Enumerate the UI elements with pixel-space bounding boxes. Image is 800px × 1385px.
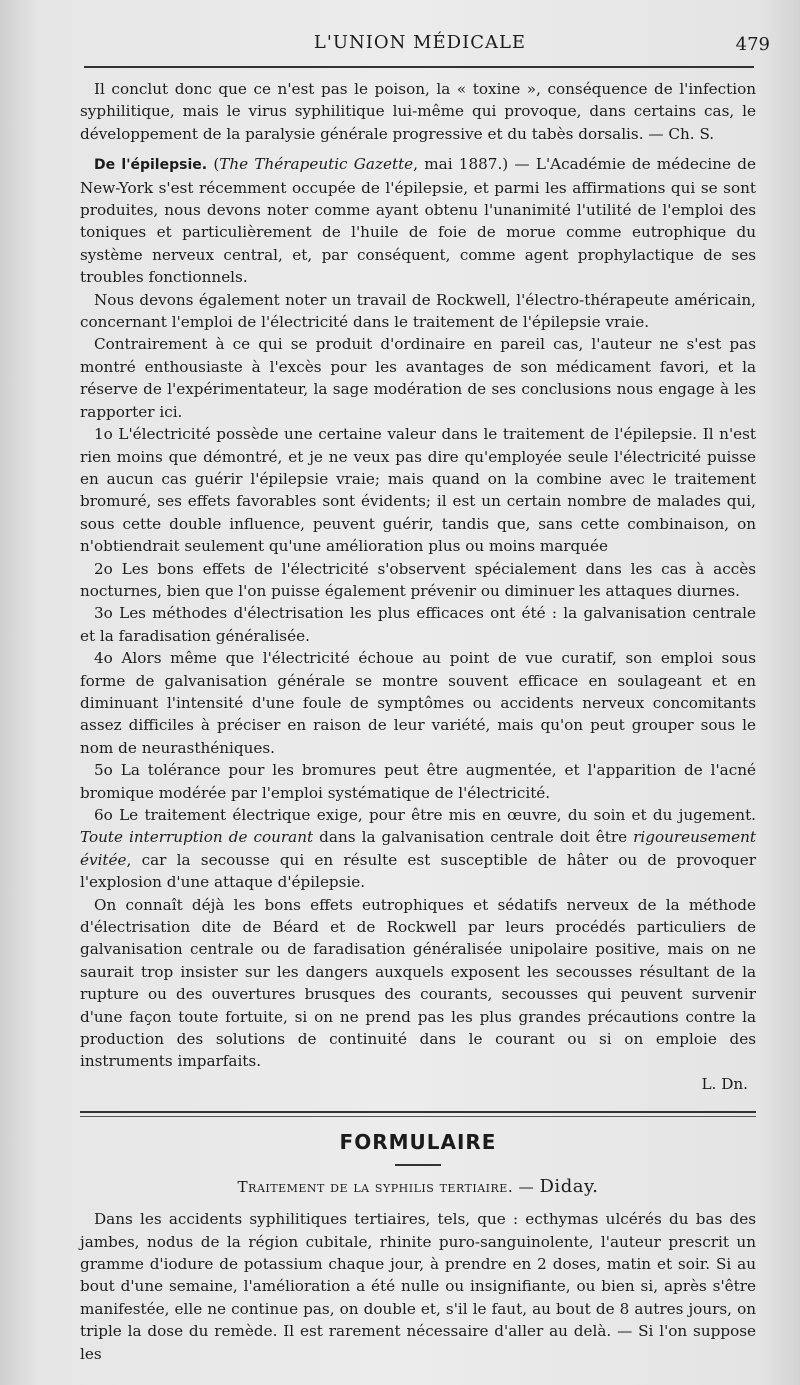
running-title: L'UNION MÉDICALE bbox=[313, 32, 527, 53]
article-signature: L. Dn. bbox=[701, 1074, 748, 1093]
paragraph-rockwell: Nous devons également noter un travail de Rockwell, l'électro-thérapeute américain, concernant l'emploi de l'électricité dans le traitement de l'épilepsie vraie. bbox=[80, 290, 756, 332]
formulaire-subheading bbox=[80, 1176, 756, 1198]
title-underline bbox=[395, 1164, 441, 1166]
section-divider bbox=[80, 1111, 756, 1117]
subheading-dash: — bbox=[513, 1177, 540, 1196]
page-body bbox=[80, 78, 756, 1365]
source-journal-title: The Thérapeutic Gazette bbox=[219, 155, 414, 174]
formulaire-title: FORMULAIRE bbox=[339, 1130, 497, 1155]
page-number: 479 bbox=[735, 34, 770, 55]
subheading-title: Traitement de la syphilis tertiaire. bbox=[237, 1177, 514, 1196]
paragraph-epilepsie-text: , mai 1887.) — L'Académie de médecine de New-York s'est récemment occupée de l'épilepsie, et parmi les affirmations qui se sont produites, nous devons noter comme ayant obtenu l'unanimité l'utilité de l'emploi des toniques et particulièrement de l'huile de foie de morue comme eutrophique du système nerveux central, et, par conséquent, comme agent prophylactique de ses troubles fonctionnels. bbox=[80, 155, 756, 287]
article-lead-title: De l'épilepsie. bbox=[94, 157, 208, 174]
paragraph-point-4: 4o Alors même que l'électricité échoue au point de vue curatif, son emploi sous forme de galvanisation générale se montre souvent efficace en soulageant et en diminuant l'intensité d'une foule de symptômes ou accidents nerveux concomitants assez difficiles à préciser en raison de leur variété, mais qu'on peut grouper sous le nom de neurasthéniques. bbox=[80, 649, 756, 757]
paragraph-formulaire-body: Dans les accidents syphilitiques tertiaires, tels, que : ecthymas ulcérés du bas des jambes, nodus de la région cubitale, rhinite puro-sanguinolente, l'auteur prescrit un gramme d'iodure de potassium chaque jour, à prendre en 2 doses, matin et soir. Si au bout d'une semaine, l'amélioration a été nulle ou insignifiante, ou bien si, après s'être manifestée, elle ne continue pas, on double et, s'il le faut, au bout de 8 autres jours, on triple la dose du remède. Il est rarement nécessaire d'aller au delà. — Si l'on suppose les bbox=[80, 1210, 756, 1363]
point-6-italic-a: Toute interruption de courant bbox=[80, 828, 314, 847]
point-6-text-a: 6o Le traitement électrique exige, pour être mis en œuvre, du soin et du jugement. bbox=[94, 806, 756, 824]
subheading-author: Diday. bbox=[539, 1175, 599, 1197]
paragraph-point-6 bbox=[80, 804, 756, 894]
paragraph-point-2: 2o Les bons effets de l'électricité s'observent spécialement dans les cas à accès nocturnes, bien que l'on puisse également prévenir ou diminuer les attaques diurnes. bbox=[80, 559, 756, 600]
paragraph-point-1: 1o L'électricité possède une certaine valeur dans le traitement de l'épilepsie. Il n'est rien moins que démontré, et je ne veux pas dire qu'employée seule l'électricité puisse en aucun cas guérir l'épilepsie vraie; mais quand on la combine avec le traitement bromuré, ses effets favorables sont évidents; il est un certain nombre de malades qui, sous cette double influence, peuvent guérir, tandis que, sans cette combinaison, on n'obtiendrait seulement qu'une amélioration plus ou moins marquée bbox=[80, 425, 756, 556]
point-6-italic-b: rigoureusement évitée bbox=[80, 828, 756, 869]
paragraph-beard-rockwell: On connaît déjà les bons effets eutrophiques et sédatifs nerveux de la méthode d'électrisation dite de Béard et de Rockwell par leurs procédés particuliers de galvanisation centrale ou de faradisation généralisée unipolaire positive, mais on ne saurait trop insister sur les dangers auxquels exposent les secousses résultant de la rupture ou des ouvertures brusques des courants, secousses qui peuvent survenir d'une façon toute fortuite, si on ne prend pas les plus grandes précautions contre la production des solutions de continuité dans le courant ou si on emploie des instruments imparfaits. bbox=[80, 895, 756, 1071]
paragraph-point-3: 3o Les méthodes d'électrisation les plus efficaces ont été : la galvanisation centrale et la faradisation généralisée. bbox=[80, 604, 756, 645]
header-rule bbox=[84, 66, 754, 68]
paragraph-epilepsie-intro bbox=[80, 153, 756, 288]
paragraph-conclusion: Il conclut donc que ce n'est pas le poison, la « toxine », conséquence de l'infection syphilitique, mais le virus syphilitique lui-même qui provoque, dans certains cas, le développement de la paralysie générale progressive et du tabès dorsalis. — Ch. S. bbox=[80, 80, 756, 143]
point-6-text-c: , car la secousse qui en résulte est susceptible de hâter ou de provoquer l'explosion d'une attaque d'épilepsie. bbox=[80, 850, 756, 892]
point-6-text-b: dans la galvanisation centrale doit être bbox=[313, 828, 634, 847]
source-open: ( bbox=[207, 155, 220, 174]
paragraph-point-5: 5o La tolérance pour les bromures peut être augmentée, et l'apparition de l'acné bromique modérée par l'emploi systématique de l'électricité. bbox=[80, 761, 756, 802]
paragraph-contrairement: Contrairement à ce qui se produit d'ordinaire en pareil cas, l'auteur ne s'est pas montré enthousiaste à l'excès pour les avantages de son médicament favori, et la réserve de l'expérimentateur, la sage modération de ses conclusions nous engage à les rapporter ici. bbox=[80, 335, 756, 421]
page-header bbox=[70, 30, 770, 60]
